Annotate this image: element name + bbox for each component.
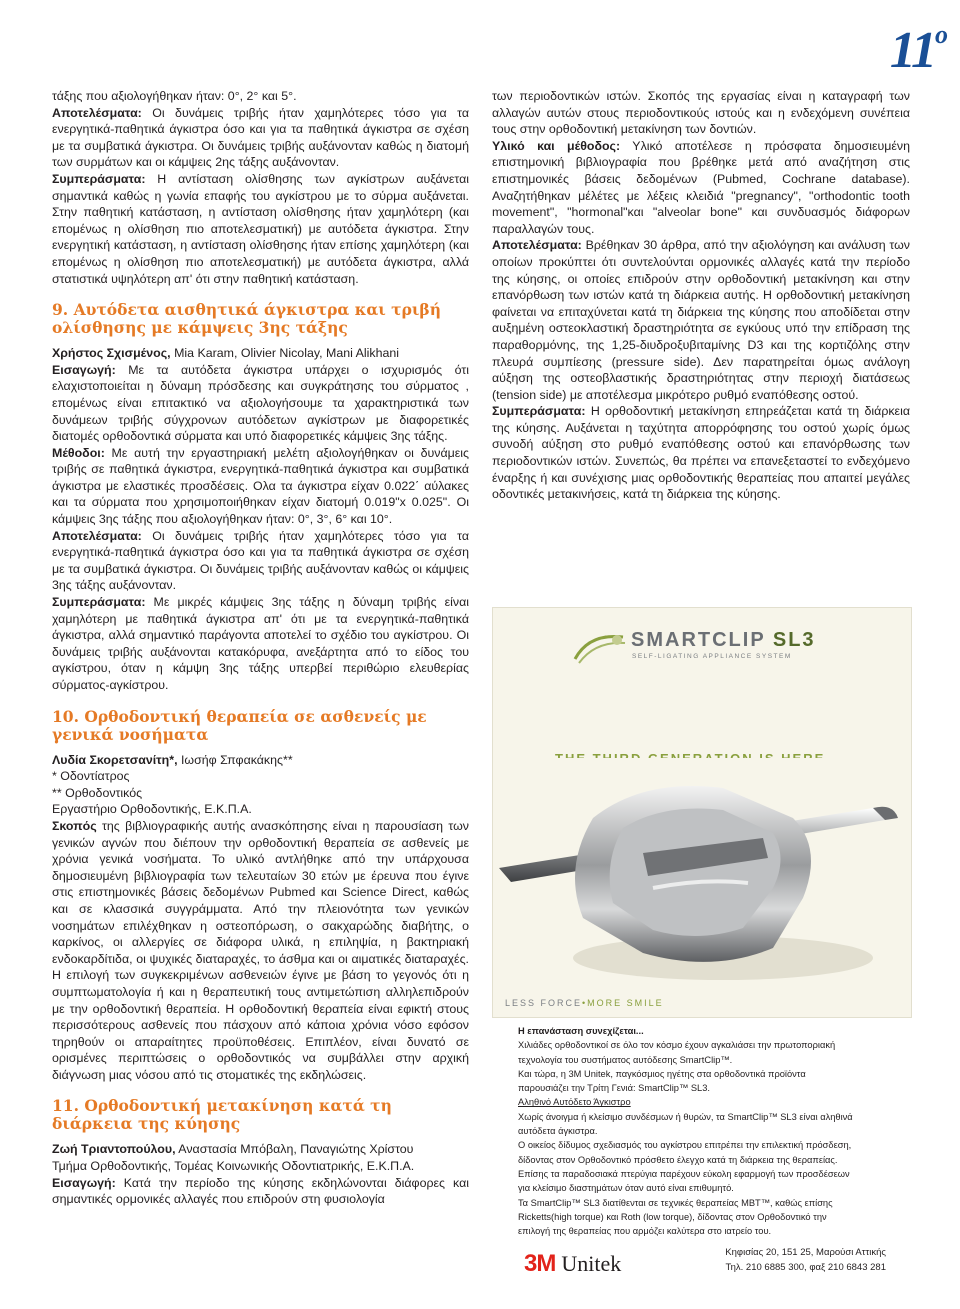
smartclip-advertisement [492,607,912,1018]
lead-author: Λυδία Σκορετσανίτη*, [52,752,178,767]
section-10-title: 10. Ορθοδοντική θεραπεία σε ασθενείς με γενικά νοσήματα [52,706,427,744]
text: Η ορθοδοντική μετακίνηση επηρεάζεται κατά τη διάρκεια της κύησης. Αυξάνεται η ταχύτητα απορρόφησης του οστού χωρίς όμως συνοδή αύξηση στο ρυθμό εναπόθεσης οστού και επανόρθωσης των περιοδοντικών ιστών. Συνεπώς, θα πρέπει να επανεξεταστεί το ενδεχόμενο έναρξης ή και συνέχισης μιας ορθοδοντικής θεραπείας που απαιτεί μεγάλες οδοντικές μετακινήσεις, κατά τη διάρκεια της κύησης. [492,404,910,502]
text: Υλικό αποτέλεσε η πρόσφατα δημοσιευμένη επιστημονική βιβλιογραφία που βρέθηκε μετά από αναζήτηση στις επιστημονικές βάσεις δεδομένων (Pubmed, Cochrane database). Αναζητήθηκαν μέλέτες με λέξεις κλειδιά "pregnancy", "orthodontic tooth movement", "hormonal"και "alveolar bone" και συνδυασμός διάφορων παραλλαγών τους. [492,138,910,236]
logo-3m: 3M [524,1250,556,1277]
section-9-authors [52,345,469,362]
paragraph [492,403,910,503]
company-address [725,1245,886,1275]
right-column [492,88,910,503]
affiliation: Εργαστήριο Ορθοδοντικής, Ε.Κ.Π.Α. [52,802,252,817]
text: Βρέθηκαν 30 άρθρα, από την αξιολόγηση και ανάλυση των οποίων προκύπτει ότι συντελούνται ορμονικές αλλαγές κατά την περίοδο της κύησης, οι οποίες επιδρούν στην ορθοδοντική μετακίνηση και στην επανόρθωση των ιστών κατά τη διάρκεια αυτής. Η ορθοδοντική μετακίνηση φαίνεται να επιταχύνεται κατά τη διάρκεια της κύησης που αποδίδεται στην αυξημένη οστεοκλαστική δραστηριότητα σε εγκύους υπό την επίδραση της παραθορμόνης, της 1,25-διυδροξυβιταμίνης D3 και της κορτιζόλης στην πλευρά συμπίεσης (pressure side). Δεν παρατηρείται όμως ανάλογη αύξηση της οστεοβλαστικής δραστηριότητας στην περιοχή διατάσεως (tension side) με αποτέλεσμα μικρότερο ρυθμό εναπόθεσης οστού. [492,238,910,402]
affiliation: Τμήμα Ορθοδοντικής, Τομέας Κοινωνικής Οδοντιατρικής, Ε.Κ.Π.Α. [52,1159,415,1174]
edition-number-value: 11 [889,22,935,79]
ad-slogan [505,998,664,1008]
label: Αποτελέσματα: [52,528,142,543]
label: Συμπεράσματα: [52,595,146,610]
section-11-authors [52,1141,469,1158]
paragraph: των περιοδοντικών ιστών. Σκοπός της εργασίας είναι η καταγραφή των αλλαγών αυτών στους περιοδοντικούς ιστούς και η ενδεχόμενη συνέπεια τους στην ορθοδοντική μετακίνηση των δοντιών. [492,89,910,137]
text: Οι δυνάμεις τριβής ήταν χαμηλότερες τόσο για τα ενεργητικά-παθητικά άγκιστρα όσο και για τα παθητικά άγκιστρα σε σχέση με τα συμβατικά άγκιστρα. Οι δυνάμεις τριβής αυξάνονταν καθώς η διατομή των συρμάτων και οι κάμψεις 2ης τάξης αυξάνονταν. [52,105,469,170]
edition-number-sup: o [935,20,946,49]
lead-author: Χρήστος Σχισμένος, [52,346,171,361]
info-line: Και τώρα, η 3M Unitek, παγκόσμιος ηγέτης στα ορθοδοντικά προϊόντα παρουσιάζει την Τρίτη Γενιά: SmartClip™ SL3. [518,1068,806,1094]
left-column [52,88,469,1208]
section-9-title: 9. Αυτόδετα αισθητικά άγκιστρα και τριβή ολίσθησης με κάμψεις 3ης τάξης [52,300,441,338]
unitek-info-box [492,1018,910,1290]
brand-model: SL3 [772,629,816,651]
text: Η αντίσταση ολίσθησης των αγκίστρων αυξάνεται σημαντικά καθώς η γωνία επαφής του αγκίστρου με το σύρμα αυξάνεται. Στην παθητική κατάσταση, η αντίσταση ολίσθησης ήταν χαμηλότερη (και επομένως η ολίσθηση πιο αποτελεσματική) με αυτόδετα άγκιστρα. Στην ενεργητική κατάσταση, η αντίσταση ολίσθησης ήταν επίσης χαμηλότερη (και επομένως η ολίσθηση πιο αποτελεσματική) με αυτόδετα άγκιστρα, αλλά στατιστικά υψηλότερη απ' ότι στην παθητική κατάσταση. [52,171,469,286]
label: Σκοπός [52,818,97,833]
text: Κατά την περίοδο της κύησης εκδηλώνονται διάφορες και σημαντικές ορμονικές αλλαγές που επιδρούν στη φυσιολογία [52,1175,469,1207]
info-line: Χωρίς άνοιγμα ή κλείσιμο συνδέσμων ή θυρών, τα SmartClip™ SL3 είναι αληθινά αυτόδετα άγκιστρα. [518,1111,853,1137]
slogan-more-text: MORE SMILE [587,998,664,1008]
phone-line: Τηλ. 210 6885 300, φαξ 210 6843 281 [725,1262,886,1273]
label: Συμπεράσματα: [492,404,586,419]
label: Μέθοδοι: [52,445,105,460]
logo-unitek: Unitek [561,1251,622,1276]
bracket-photo-icon [493,758,911,993]
paragraph [52,528,469,594]
ad-tagline: SELF-LIGATING APPLIANCE SYSTEM [632,653,792,660]
paragraph [52,362,469,445]
paragraph [52,594,469,694]
smartclip-logo [571,629,831,673]
paragraph [492,237,910,403]
text: Με τα αυτόδετα άγκιστρα υπάρχει ο ισχυρισμός ότι ελαχιστοποιείται η δύναμη πρόσδεσης και συγκράτησης του σύρματος , επομένως είναι επιτακτικό να αξιολογήσουμε τα χαρακτηριστικά των δυνάμεων τριβής σύγχρονων αυτόδετων αγκίστρων με διαφορετικές διατομές ορθοδοντικά σύρματα και υπό διαφορετικές κάμψεις 3ης τάξης. [52,362,469,444]
paragraph [492,138,910,238]
info-line: Τα SmartClip™ SL3 διατίθενται σε τεχνικές θεραπείας MBT™, καθώς επίσης Ricketts(high torque) και Roth (low torque), δίδοντας στον Ορθοδοντικό την επιλογή της θεραπείας που αρμόζει καλύτερα στο ιατρείο του. [518,1197,833,1237]
info-subheading: Αληθινό Αυτόδετο Άγκιστρο [518,1097,631,1108]
affiliation: ** Ορθοδοντικός [52,785,143,800]
edition-number [890,22,946,77]
section-11-title: 11. Ορθοδοντική μετακίνηση κατά τη διάρκεια της κύησης [52,1096,392,1134]
co-authors: Αναστασία Μπόβαλη, Παναγιώτης Χρίστου [175,1142,414,1157]
affiliation: * Οδοντίατρος [52,769,130,784]
info-title: Η επανάσταση συνεχίζεται... [518,1026,644,1036]
label: Συμπεράσματα: [52,171,146,186]
paragraph [52,105,469,171]
text: της βιβλιογραφικής αυτής ανασκόπησης είναι η παρουσίαση των γενικών αγνών που διέπουν την ορθοδοντική θεραπεία σε ασθενείς με χρόνια γενικά νοσήματα. Το υλικό αντλήθηκε από την υπάρχουσα δημοσιευμένη βιβλιογραφία των τελευταίων 30 ετών με έρευνα που έγινε στις επιστημονικές βάσεις δεδομένων Pubmed και Science Direct, καθώς και σε κλασσικά συγγράμματα. Από την πλειονότητα των γενικών νοσημάτων επιλέχθηκαν η οστεοπόρωση, ο σακχαρώδης διαβήτης, ο καρκίνος, οι αλλεργίες σε διάφορα υλικά, η επιληψία, η βακτηριακή ενδοκαρδίτιδα, οι ψυχικές διαταραχές, το άσθμα και οι αιματικές διαταραχές. Η επιλογή των συγκεκριμένων ασθενειών έγινε με βάση το γεγονός ότι η συμπτωματολογία ή και η θεραπευτική τους αντιμετώπιση αλληλεπιδρούν με την ορθοδοντική θεραπεία. Η ορθοδοντική θεραπεία είναι εφικτή στους περισσότερους ασθενείς που πάσχουν από κάποια χρόνια νόσο εφόσον τηρηθούν οι απαραίτητες προϋποθέσεις. Επιπλέον, είναι δυνατό σε ορισμένες περιπτώσεις ο ορθοδοντικός να συμβάλλει στην αρχική διάγνωση μιας νόσου από τις στοματικές της εκδηλώσεις. [52,818,469,1082]
slogan-more: •MORE SMILE [582,998,664,1008]
paragraph: τάξης που αξιολογήθηκαν ήταν: 0°, 2° και 5°. [52,89,297,103]
label: Εισαγωγή: [52,1175,116,1190]
text: Με μικρές κάμψεις 3ης τάξης η δύναμη τριβής είναι χαμηλότερη με παθητικά άγκιστρα απ' ότι με τα ενεργητικά-παθητικά άγκιστρα, αλλά σημαντικό παράγοντα αποτελεί το σχέδιο του αγκίστρου. Οι δυνάμεις τριβής αυξάνονται κατακόρυφα, ανεξάρτητα από το είδος του αγκίστρου, όταν η κάμψη 3ης τάξης υπερβεί περιθώριο ελευθερίας σύρματος-αγκίστρου. [52,595,469,692]
paragraph [52,818,469,1084]
section-10-authors [52,752,469,769]
label: Αποτελέσματα: [492,238,582,253]
text: Οι δυνάμεις τριβής ήταν χαμηλότερες τόσο για τα ενεργητικά-παθητικά άγκιστρα όσο και για τα παθητικά άγκιστρα σε σχέση με τα συμβατικά άγκιστρα. Οι δυνάμεις τριβής αυξάνονταν καθώς οι κάμψεις 3ης τάξης αυξάνονταν. [52,528,469,593]
info-line: Επίσης τα παραδοσιακά πτερύγια παρέχουν εύκολη εφαρμογή των προσδέσεων για κλείσιμο διαστημάτων όταν αυτό είναι επιθυμητό. [518,1168,850,1194]
paragraph [52,1175,469,1208]
info-text [518,1024,858,1238]
slogan-less: LESS FORCE [505,998,583,1008]
paragraph [52,171,469,287]
brand-name: SMARTCLIP [631,629,766,651]
lead-author: Ζωή Τριαντοπούλου, [52,1142,176,1157]
paragraph [52,445,469,528]
info-line: Ο οικείος δίδυμος σχεδιασμός του αγκίστρου επιτρέπει την επιλεκτική πρόσδεση, δίδοντας στον Ορθοδοντικό πρόσθετο έλεγχο κατά τη διάρκεια της θεραπείας. [518,1140,852,1165]
label: Εισαγωγή: [52,362,116,377]
bracket-logo-icon [571,629,629,669]
info-line: Χιλιάδες ορθοδοντικοί σε όλο τον κόσμο έχουν αγκαλιάσει την πρωτοποριακή τεχνολογία του συστήματος αυτόδεσης SmartClip™. [518,1040,836,1065]
label: Αποτελέσματα: [52,105,142,120]
co-authors: Ιωσήφ Σπφακάκης** [177,752,293,767]
address-line: Κηφισίας 20, 151 25, Μαρούσι Αττικής [725,1247,886,1258]
co-authors: Mia Karam, Olivier Nicolay, Mani Alikhani [170,346,400,361]
label: Υλικό και μέθοδος: [492,138,621,153]
3m-unitek-logo [524,1251,621,1277]
ad-brand [631,629,816,652]
text: Με αυτή την εργαστηριακή μελέτη αξιολογήθηκαν οι δυνάμεις τριβής σε παθητικά άγκιστρα, ενεργητικά-παθητικά άγκιστρα και συμβατικά άγκιστρα με ελαστικές προσδέσεις. Ολα τα άγκιστρα είχαν 0.022΄ αύλακες και τα σύρματα που χρησιμοποιήθηκαν είχαν διατομή 0.019"x 0.025". Οι κάμψεις 3ης τάξης που αξιολογήθηκαν ήταν: 0°, 3°, 6° και 10°. [52,445,469,527]
